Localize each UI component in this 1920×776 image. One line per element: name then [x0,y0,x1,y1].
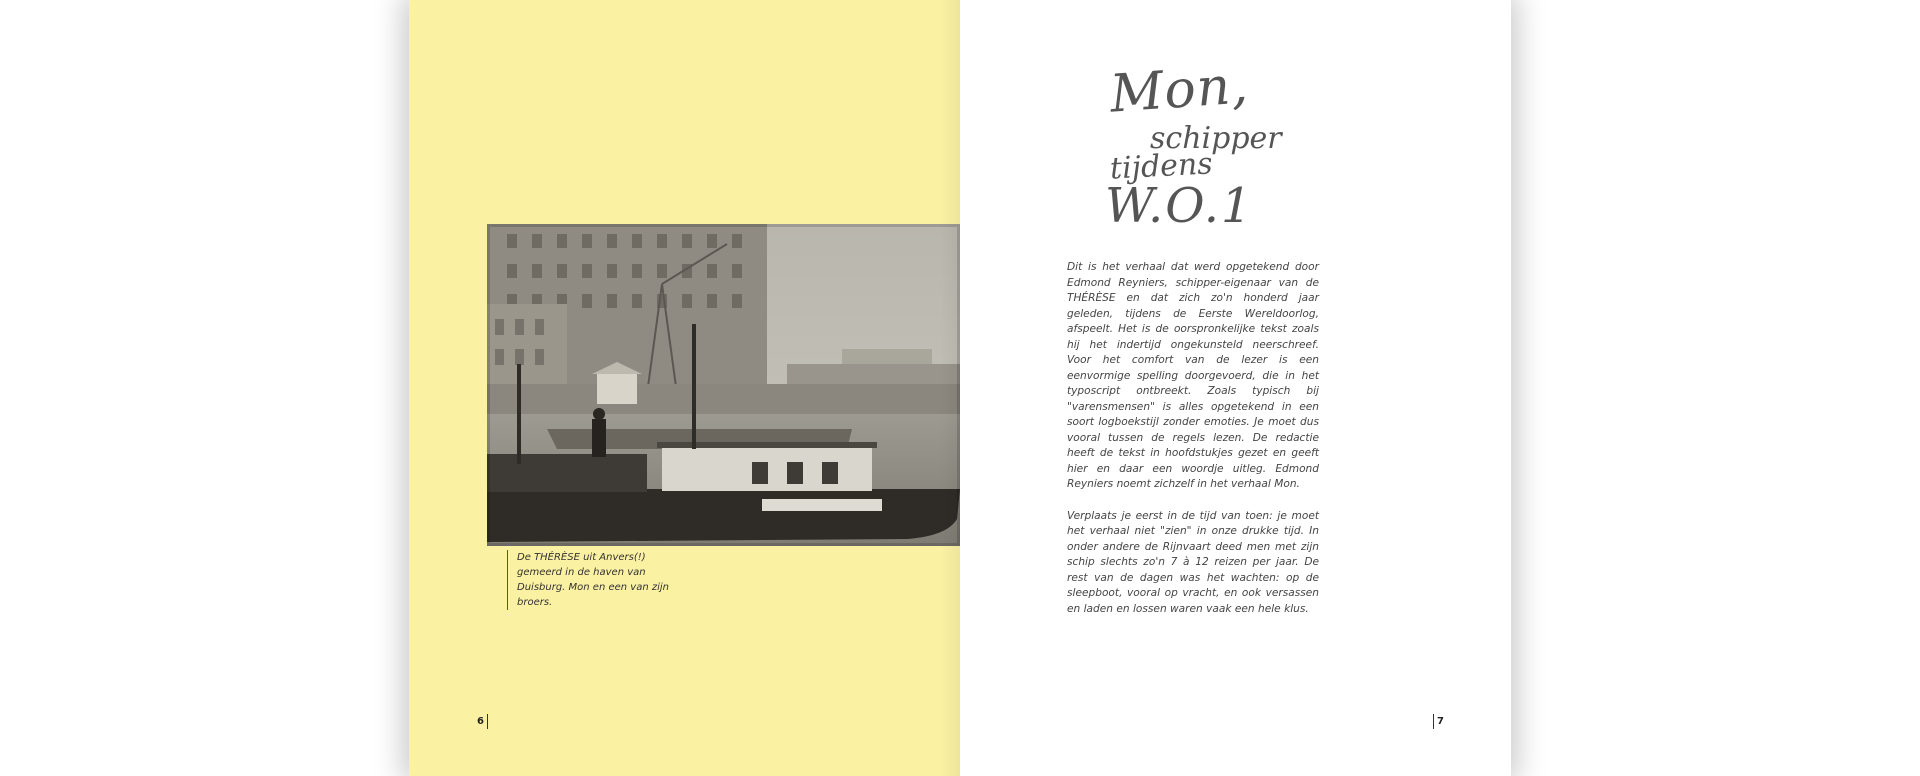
book-spread [409,0,1511,776]
right-page [960,0,1511,776]
page-number-right: 7 [1433,714,1444,729]
chapter-title [1100,55,1340,240]
paragraph-2: Verplaats je eerst in de tijd van toen: je moet het verhaal niet "zien" in onze drukke tijd. In onder andere de Rijnvaart deed men met zijn schip slechts zo'n 7 à 12 reizen per jaar. De rest van de dagen was het wachten: op de sleepboot, vooral op vracht, en ook versassen en laden en lossen waren vaak een hele klus. [1067,509,1319,615]
title-line-2: schipper [1150,121,1282,156]
title-line-3: tijdens [1109,146,1214,187]
barge-photo [487,224,960,546]
left-page [409,0,960,776]
title-line-4: W.O.1 [1105,178,1254,234]
photo-caption: De THÉRÈSE uit Anvers(!) gemeerd in de haven van Duisburg. Mon en een van zijn broers. [507,550,692,610]
gutter-shadow [940,0,960,776]
title-line-1: Mon, [1108,55,1251,125]
barge-photo-graphic [487,224,960,546]
page-number-left: 6 [477,714,488,729]
body-text [1067,260,1319,633]
paragraph-1: Dit is het verhaal dat werd opgetekend door Edmond Reyniers, schipper-eigenaar van de THÉRÈSE en dat zich zo'n honderd jaar geleden, tijdens de Eerste Wereldoorlog, afspeelt. Het is de oorspronkelijke tekst zoals hij het indertijd ongekunsteld neerschreef. Voor het comfort van de lezer is een eenvormige spelling doorgevoerd, die in het typoscript ontbreekt. Zoals typisch bij "varensmensen" is alles opgetekend in een soort logboekstijl zonder emoties. Je moet dus vooral tussen de regels lezen. De redactie heeft de tekst in hoofdstukjes gezet en geeft hier en daar een woordje uitleg. Edmond Reyniers noemt zichzelf in het verhaal Mon. [1067,261,1319,490]
